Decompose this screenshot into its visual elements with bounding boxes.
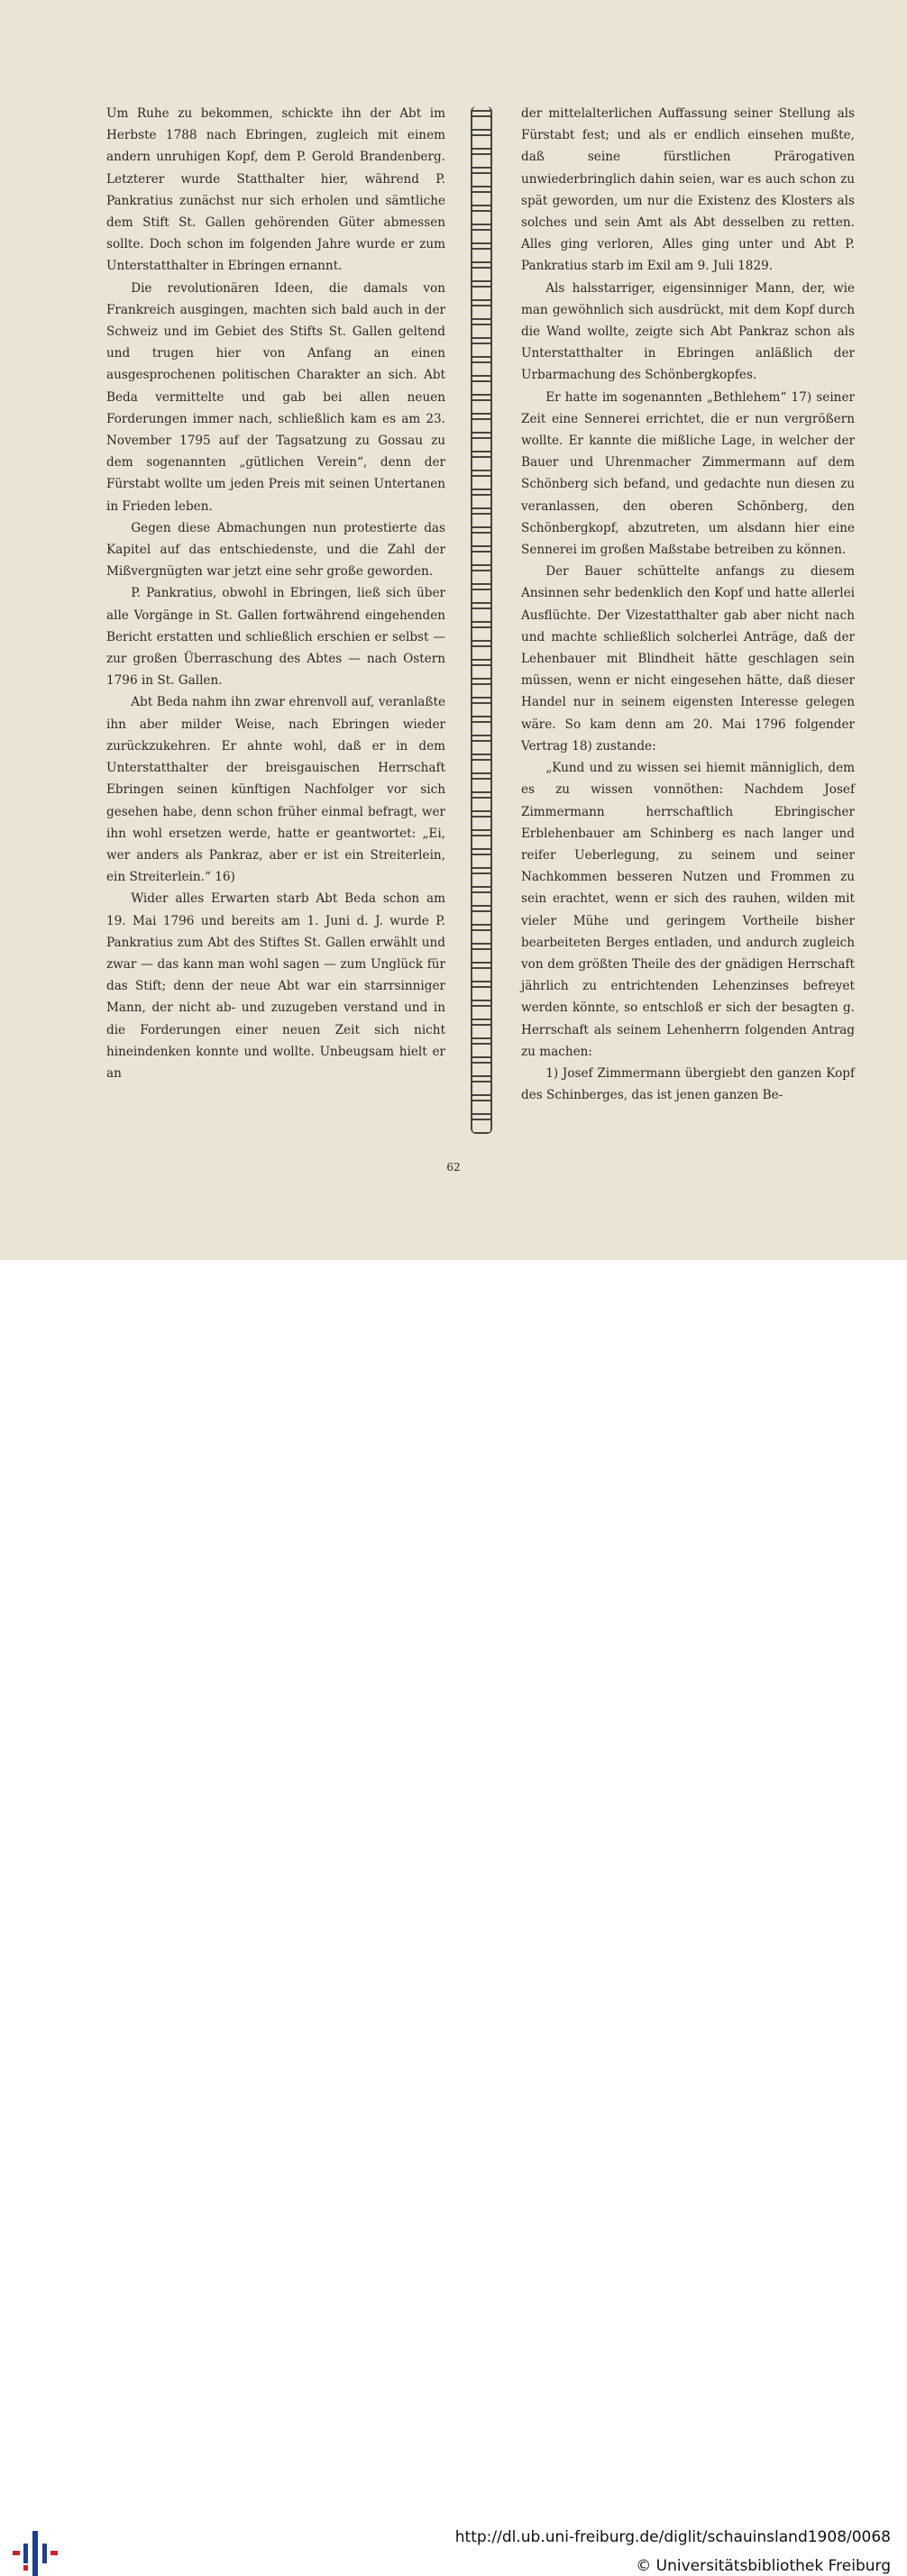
paragraph: P. Pankratius, obwohl in Ebringen, ließ sich über alle Vorgänge in St. Gallen fortwährend eingehenden Bericht erstatten und schließlich erschien er selbst — zur großen Überraschung des Abtes — nach Ostern 1796 in St. Gallen. [106,586,445,689]
permalink-url[interactable]: http://dl.ub.uni-freiburg.de/diglit/schauinsland1908/0068 [454,2528,891,2546]
right-column [521,103,855,1106]
scanned-page [0,0,907,1260]
copyright-notice: © Universitätsbibliothek Freiburg [636,2557,891,2575]
paragraph: Abt Beda nahm ihn zwar ehrenvoll auf, veranlaßte ihn aber milder Weise, nach Ebringen wieder zurückzukehren. Er ahnte wohl, daß er in dem Unterstatthalter der breisgauischen Herrschaft Ebringen seinen künftigen Nachfolger vor sich gesehen habe, denn schon früher einmal befragt, wer ihn wohl ersetzen werde, hatte er geantwortet: „Ei, wer anders als Pankraz, aber er ist ein Streiterlein, ein Streiterlein.“ 16) [106,695,445,885]
ornamental-column-divider [471,106,492,1134]
paragraph: Er hatte im sogenannten „Bethlehem“ 17) seiner Zeit eine Sennerei errichtet, die er nun vergrößern wollte. Er kannte die mißliche Lage, in welcher der Bauer und Uhrenmacher Zimmermann auf dem Schönberg sich befand, und gedachte nun diesen zu veranlassen, den oberen Schönberg, den Schönbergkopf, abzutreten, um alsdann hier eine Sennerei im großen Maßstabe betreiben zu können. [521,389,855,558]
paragraph: Die revolutionären Ideen, die damals von Frankreich ausgingen, machten sich bald auch in der Schweiz und im Gebiet des Stifts St. Gallen geltend und trugen hier von Anfang an einen ausgesprochenen politischen Charakter an sich. Abt Beda vermittelte und gab bei allen neuen Forderungen immer nach, schließlich kam es am 23. November 1795 auf der Tagsatzung zu Gossau zu dem sogenannten „gütlichen Verein“, denn der Fürstabt wollte um jeden Preis mit seinen Untertanen in Frieden leben. [106,280,445,514]
paragraph: Wider alles Erwarten starb Abt Beda schon am 19. Mai 1796 und bereits am 1. Juni d. J. wurde P. Pankratius zum Abt des Stiftes St. Gallen erwählt und zwar — das kann man wohl sagen — zum Unglück für das Stift; denn der neue Abt war ein starrsinniger Mann, der nicht ab- und zuzugeben verstand und in die Forderungen einer neuen Zeit sich nicht hineindenken konnte und wollte. Unbeugsam hielt er an [106,891,445,1081]
paragraph: 1) Josef Zimmermann übergiebt den ganzen Kopf des Schinberges, das ist jenen ganzen Be- [521,1065,855,1103]
paragraph: Als halsstarriger, eigensinniger Mann, der, wie man gewöhnlich sich ausdrückt, mit dem Kopf durch die Wand wollte, zeigte sich Abt Pankraz schon als Unterstatthalter in Ebringen anläßlich der Urbarmachung des Schönbergkopfes. [521,280,855,383]
library-logo-icon [13,2531,58,2576]
paragraph: Gegen diese Abmachungen nun protestierte das Kapitel auf das entschiedenste, und die Zahl der Mißvergnügten war jetzt eine sehr große geworden. [106,520,445,580]
page-number: 62 [446,1161,461,1174]
paragraph: Der Bauer schüttelte anfangs zu diesem Ansinnen sehr bedenklich den Kopf und hatte allerlei Ausflüchte. Der Vizestatthalter gab aber nicht nach und machte schließlich solcherlei Anträge, daß der Lehenbauer mit Blindheit hätte geschlagen sein müssen, wenn er nicht eingesehen hätte, daß dieser Handel nur in seinem eigensten Interesse gelegen wäre. So kam denn am 20. Mai 1796 folgender Vertrag 18) zustande: [521,564,855,754]
paragraph: „Kund und zu wissen sei hiemit männiglich, dem es zu wissen vonnöthen: Nachdem Josef Zimmermann herrschaftlich Ebringischer Erblehenbauer am Schinberg es nach langer und reifer Ueberlegung, zu seinem und seiner Nachkommen besseren Nutzen und Frommen zu sein erachtet, wenn er sich des rauhen, wilden mit vieler Mühe und geringem Vortheile bisher bearbeiteten Berges entladen, und andurch zugleich von dem größten Theile des der gnädigen Herrschaft jährlich zu entrichtenden Lehenzinses befreyet werden könnte, so entschloß er sich der besagten g. Herrschaft als seinem Lehenherrn folgenden Antrag zu machen: [521,761,855,1059]
paragraph: Um Ruhe zu bekommen, schickte ihn der Abt im Herbste 1788 nach Ebringen, zugleich mit einem andern unruhigen Kopf, dem P. Gerold Brandenberg. Letzterer wurde Statthalter hier, während P. Pankratius zunächst nur sich erholen und sämtliche dem Stift St. Gallen gehörenden Güter abmessen sollte. Doch schon im folgenden Jahre wurde er zum Unterstatthalter in Ebringen ernannt. [106,106,445,274]
paragraph: der mittelalterlichen Auffassung seiner Stellung als Fürstabt fest; und als er endlich einsehen mußte, daß seine fürstlichen Prärogativen unwiederbringlich dahin seien, war es auch schon zu spät geworden, um nur die Existenz des Klosters als solches und sein Amt als Abt desselben zu retten. Alles ging verloren, Alles ging unter und Abt P. Pankratius starb im Exil am 9. Juli 1829. [521,106,855,274]
left-column [106,103,445,1084]
footer-bar [0,1260,907,2575]
